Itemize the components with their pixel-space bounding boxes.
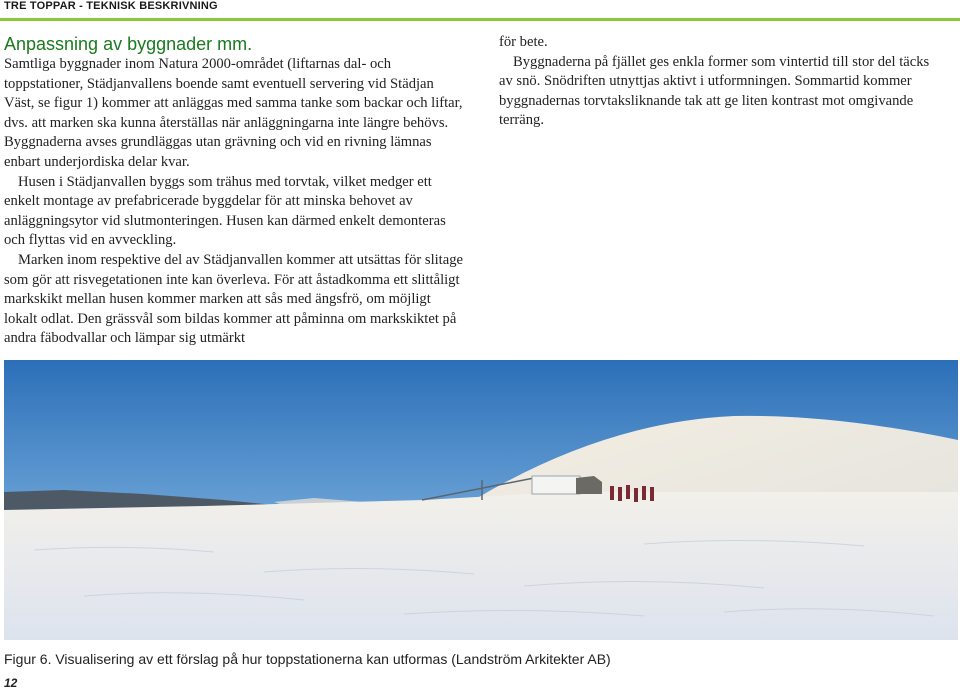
paragraph: Husen i Städjanvallen byggs som trähus med torvtak, vilket medger ett enkelt montage av prefabricerade byggdelar för att minska behovet av anläggningsytor vid slutmonteringen. Husen kan därmed enkelt demonteras och flyttas vid en avveckling.	[4, 173, 446, 249]
running-header: TRE TOPPAR - TEKNISK BESKRIVNING	[4, 0, 218, 12]
paragraph: Marken inom respektive del av Städjanvallen kommer att utsättas för slitage som gör att risvegetationen inte kan överleva. För att åstadkomma ett slittåligt markskikt mellan husen kommer marken att sås med ängsfrö, om möjligt lokalt odlat. Den grässvål som bildas kommer att påminna om markskiktet på andra fäbodvallar och lämpar sig utmärkt	[4, 251, 463, 347]
left-column	[4, 33, 464, 349]
paragraph: för bete.	[499, 34, 548, 50]
right-column	[499, 33, 944, 131]
header-rule	[0, 18, 960, 21]
paragraph: Samtliga byggnader inom Natura 2000-området (liftarnas dal- och toppstationer, Städjanvallens boende samt eventuell servering vid Städjan Väst, se figur 1) kommer att anläggas med samma tanke som backar och liftar, dvs. att marken ska kunna återställas när anläggningarna inte längre behövs. Byggnaderna avses grundläggas utan grävning och vid en rivning lämnas enbart underjordiska delar kvar.	[4, 56, 463, 170]
mountain-visualization-image	[4, 360, 958, 640]
figure-photo	[4, 360, 958, 640]
section-heading: Anpassning av byggnader mm.	[4, 34, 253, 54]
page-number: 12	[4, 676, 18, 690]
paragraph: Byggnaderna på fjället ges enkla former som vintertid till stor del täcks av snö. Snödriften utnyttjas aktivt i utformningen. Sommartid kommer byggnadernas torvtaksliknande tak att ge liten kontrast mot omgivande terräng.	[499, 53, 930, 129]
figure-caption: Figur 6. Visualisering av ett förslag på hur toppstationerna kan utformas (Landström Arkitekter AB)	[4, 651, 611, 667]
